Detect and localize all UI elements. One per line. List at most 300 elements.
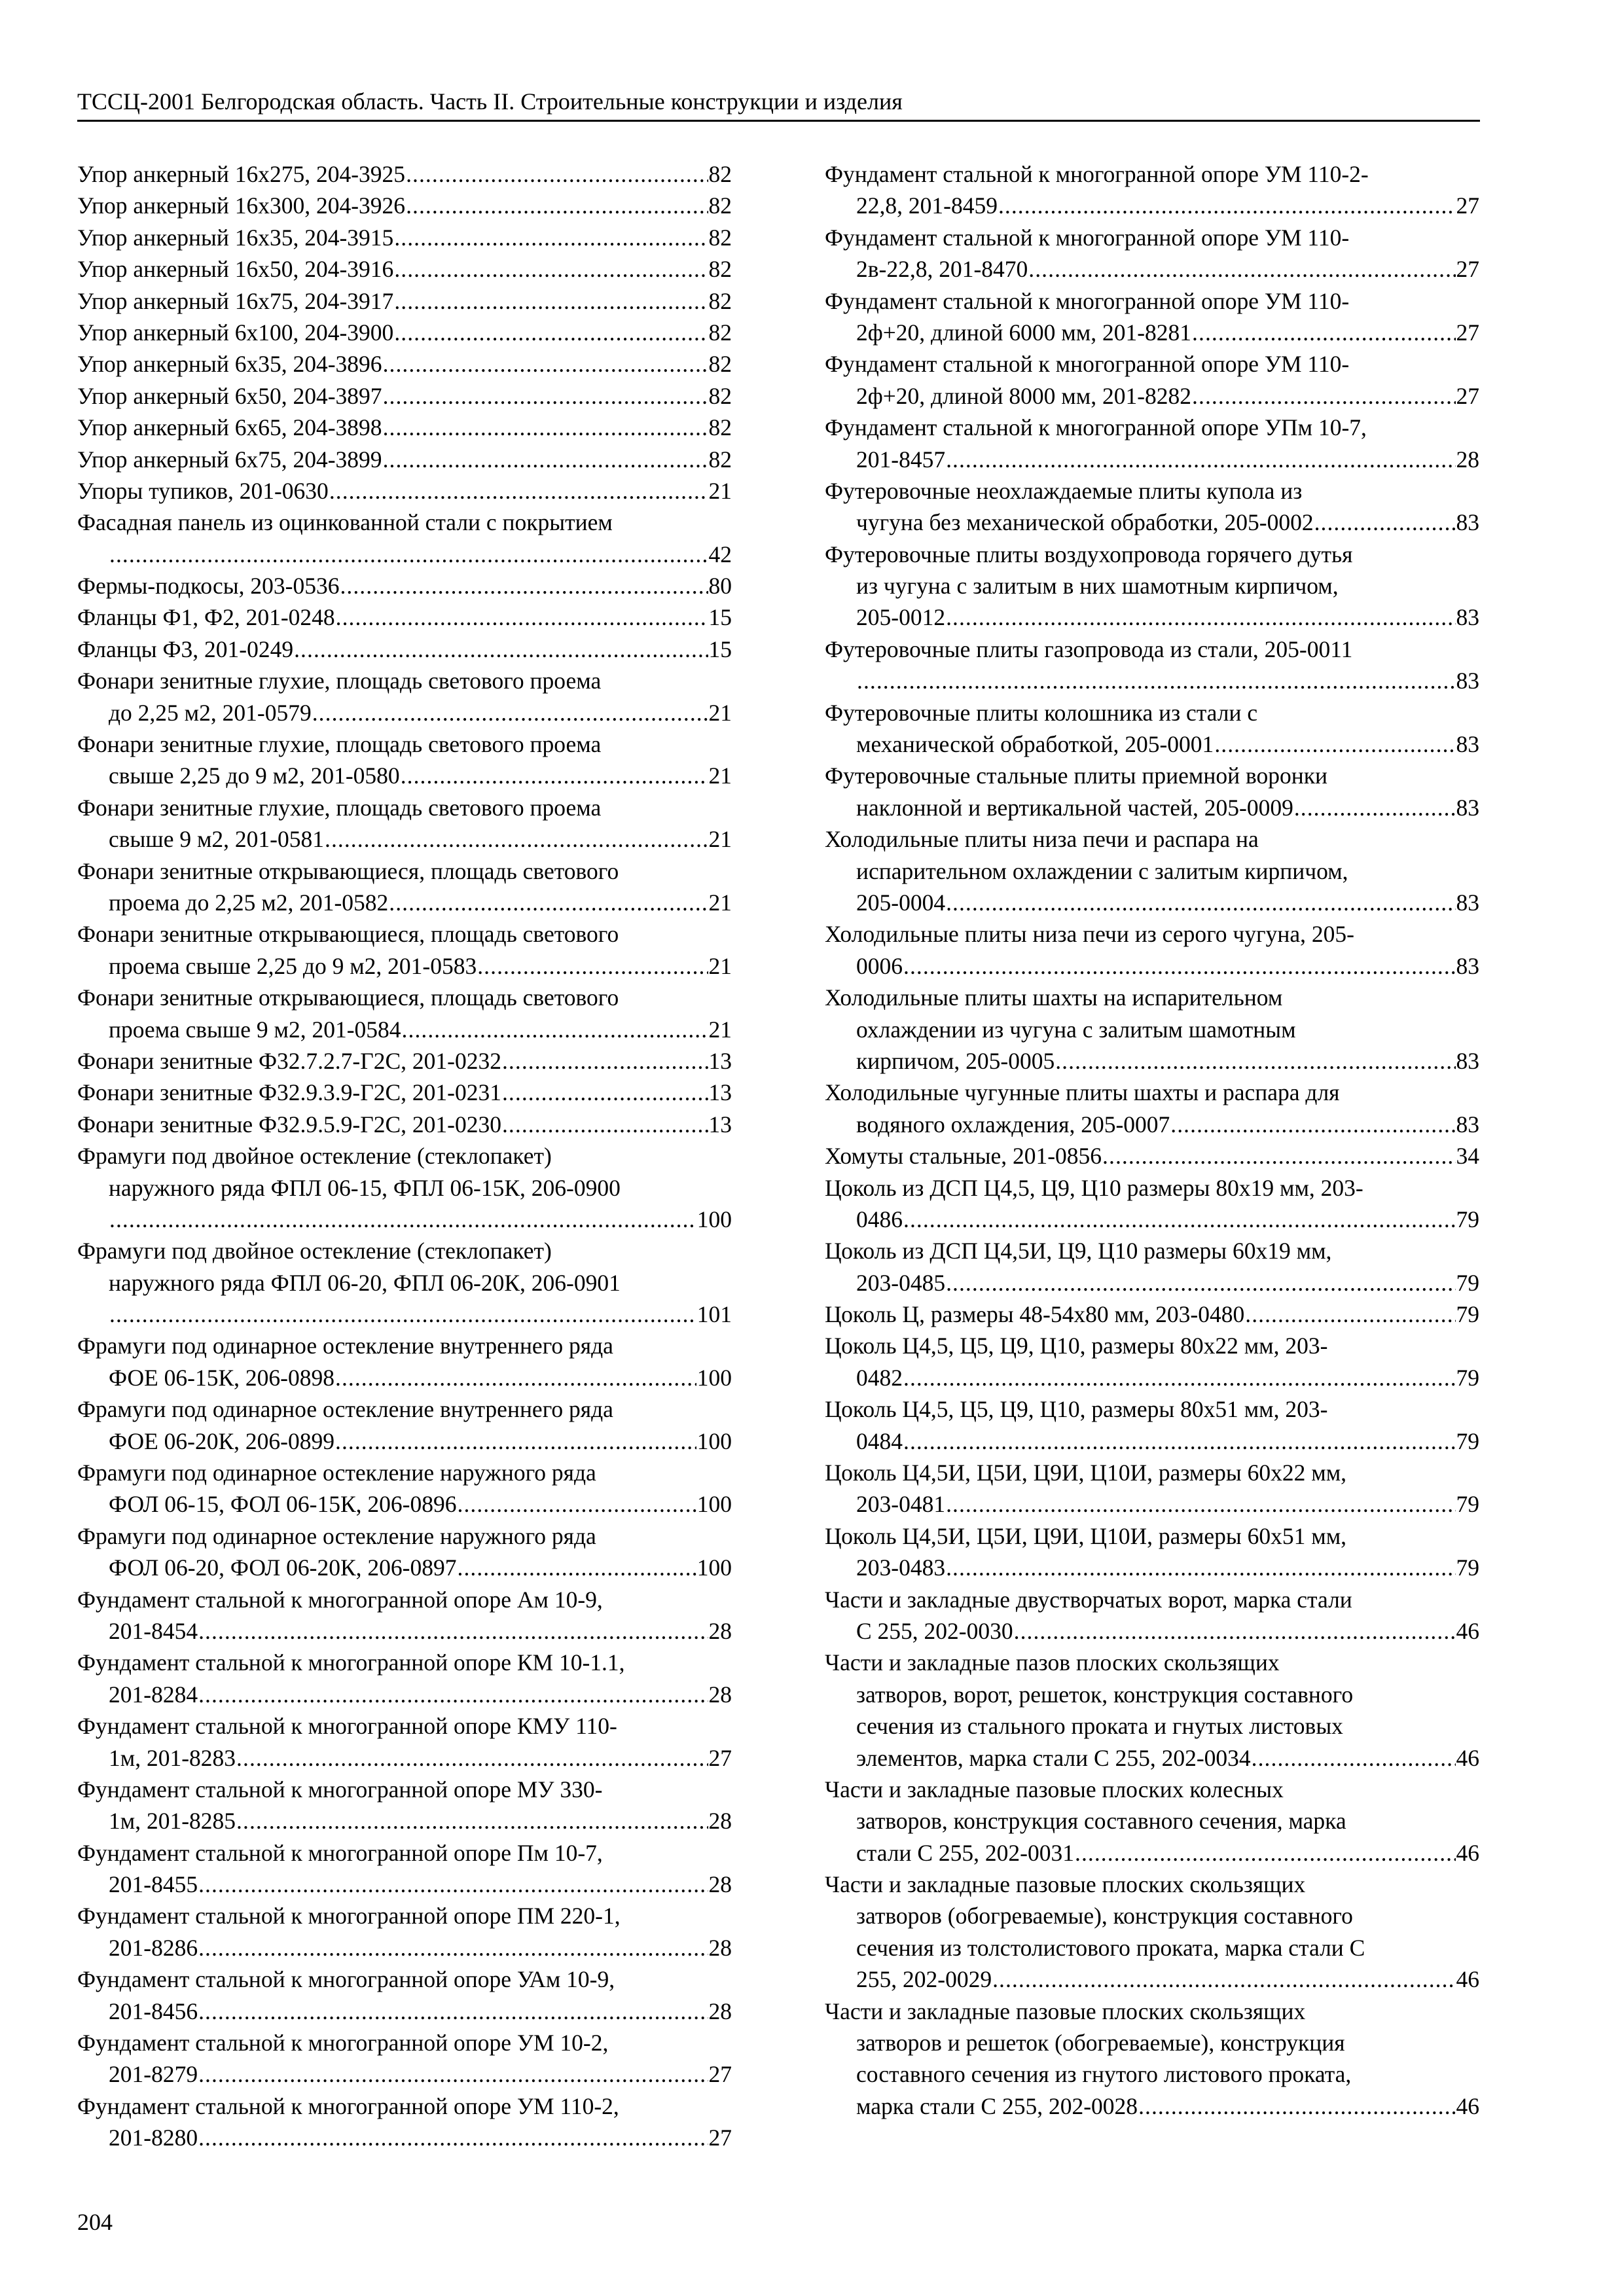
index-entry-page: 46 — [1456, 1744, 1479, 1771]
index-entry-page: 21 — [708, 889, 732, 916]
index-entry-line — [77, 1584, 732, 1615]
index-entry — [77, 190, 732, 221]
dot-leader — [1214, 728, 1455, 760]
index-entry-line — [825, 697, 1479, 728]
index-entry-line — [825, 665, 1479, 696]
index-entry-text: 201-8280 — [109, 2125, 198, 2151]
index-entry — [77, 1235, 732, 1330]
index-column-right — [825, 158, 1479, 2122]
index-entry-line — [825, 728, 1479, 760]
index-entry-text: стали С 255, 202-0031 — [856, 1839, 1074, 1866]
index-entry-line — [77, 285, 732, 317]
index-entry-text: 203-0483 — [856, 1554, 946, 1581]
index-entry-page: 27 — [1456, 382, 1479, 409]
index-entry-text: Фундамент стальной к многогранной опоре МУ 330- — [77, 1776, 603, 1803]
index-entry-text: Фундамент стальной к многогранной опоре УМ 110-2, — [77, 2092, 619, 2119]
dot-leader — [236, 1742, 708, 1774]
index-entry-page: 46 — [1456, 2092, 1479, 2119]
dot-leader — [325, 823, 708, 855]
index-entry — [77, 2090, 732, 2154]
index-entry — [77, 1710, 732, 1774]
index-entry-line — [77, 539, 732, 570]
index-entry-text: Упор анкерный 6х75, 204-3899 — [77, 446, 382, 473]
index-entry-page: 100 — [696, 1491, 732, 1518]
index-entry-line — [825, 1964, 1479, 1995]
index-entry-text: ФОЕ 06-20К, 206-0899 — [109, 1427, 334, 1454]
index-entry-line — [825, 1805, 1479, 1837]
dot-leader — [992, 1964, 1455, 1995]
index-entry-text: сечения из толстолистового проката, марка стали С — [856, 1934, 1365, 1961]
index-entry — [77, 412, 732, 443]
index-entry-page: 42 — [708, 541, 732, 567]
index-entry — [825, 1647, 1479, 1774]
index-entry-line — [825, 1996, 1479, 2027]
index-entry — [825, 1299, 1479, 1330]
index-entry-line — [77, 887, 732, 918]
index-entry-line — [825, 823, 1479, 855]
index-entry — [825, 158, 1479, 222]
index-entry-page: 28 — [708, 1617, 732, 1644]
index-entry-line — [825, 190, 1479, 221]
index-entry-line — [825, 507, 1479, 538]
index-entry — [825, 1235, 1479, 1299]
index-entry — [825, 348, 1479, 412]
index-entry — [77, 1393, 732, 1457]
index-entry-page: 15 — [708, 636, 732, 662]
index-entry-text: Фундамент стальной к многогранной опоре УАм 10-9, — [77, 1966, 615, 1993]
index-entry-text: Упор анкерный 6х50, 204-3897 — [77, 382, 382, 409]
dot-leader — [406, 190, 708, 221]
dot-leader — [198, 1679, 708, 1710]
index-entry-line — [77, 1267, 732, 1299]
index-column-left — [77, 158, 732, 2154]
index-entry-text: затворов (обогреваемые), конструкция составного — [856, 1903, 1353, 1929]
index-entry-text: Холодильные плиты низа печи из серого чугуна, 205- — [825, 921, 1354, 948]
index-entry-text: Упор анкерный 16х35, 204-3915 — [77, 224, 394, 251]
index-entry — [77, 285, 732, 317]
index-entry-page: 100 — [696, 1364, 732, 1391]
index-entry-text: Фундамент стальной к многогранной опоре ПМ 220-1, — [77, 1903, 621, 1929]
dot-leader — [1192, 317, 1455, 348]
index-entry-line — [825, 1204, 1479, 1235]
index-entry-text: Футеровочные плиты воздухопровода горячего дутья — [825, 541, 1353, 567]
index-entry — [825, 760, 1479, 823]
dot-leader — [340, 570, 708, 601]
index-entry-text: Части и закладные пазов плоских скользящих — [825, 1649, 1280, 1676]
index-entry-page: 21 — [708, 477, 732, 504]
index-entry-page: 83 — [1456, 509, 1479, 536]
dot-leader — [198, 2122, 708, 2153]
index-entry-text: Цоколь Ц, размеры 48-54х80 мм, 203-0480 — [825, 1301, 1245, 1328]
dot-leader — [1314, 507, 1456, 538]
index-entry-line — [77, 1964, 732, 1995]
dot-leader — [394, 253, 708, 285]
index-entry-text: наружного ряда ФПЛ 06-20, ФПЛ 06-20К, 206-0901 — [109, 1269, 621, 1296]
index-entry-text: из чугуна с залитым в них шамотным кирпичом, — [856, 573, 1339, 600]
index-entry-text: до 2,25 м2, 201-0579 — [109, 699, 312, 726]
index-entry-line — [825, 855, 1479, 887]
dot-leader — [109, 1204, 696, 1235]
index-entry-line — [825, 1932, 1479, 1964]
index-entry — [825, 1996, 1479, 2123]
index-entry-text: Футеровочные плиты газопровода из стали, 205-0011 — [825, 636, 1353, 662]
dot-leader — [1245, 1299, 1455, 1330]
index-entry — [825, 1077, 1479, 1140]
index-entry-line — [825, 1488, 1479, 1520]
index-entry-line — [825, 1014, 1479, 1045]
dot-leader — [903, 1426, 1456, 1457]
index-entry-text: Фундамент стальной к многогранной опоре УМ 110- — [825, 224, 1350, 251]
index-entry-text: ФОЛ 06-15, ФОЛ 06-15К, 206-0896 — [109, 1491, 457, 1518]
index-entry-text: Части и закладные пазовые плоских скользящих — [825, 1998, 1306, 2024]
index-entry — [77, 665, 732, 728]
dot-leader — [329, 475, 708, 507]
index-entry-line — [825, 1774, 1479, 1805]
dot-leader — [903, 1204, 1456, 1235]
index-entry-text: Фланцы Ф1, Ф2, 201-0248 — [77, 604, 335, 631]
dot-leader — [198, 1996, 708, 2027]
index-entry-text: Цоколь Ц4,5И, Ц5И, Ц9И, Ц10И, размеры 60х51 мм, — [825, 1522, 1347, 1549]
dot-leader — [998, 190, 1456, 221]
index-entry-text: 203-0485 — [856, 1269, 946, 1296]
index-entry-line — [77, 855, 732, 887]
index-entry-text: Фундамент стальной к многогранной опоре КМУ 110- — [77, 1713, 617, 1740]
index-entry-text: Фундамент стальной к многогранной опоре УМ 110- — [825, 287, 1350, 314]
dot-leader — [946, 1267, 1455, 1299]
index-entry-line — [77, 697, 732, 728]
index-entry — [77, 1900, 732, 1964]
index-entry-text: Фундамент стальной к многогранной опоре КМ 10-1.1, — [77, 1649, 625, 1676]
index-entry — [77, 158, 732, 190]
index-entry-line — [77, 158, 732, 190]
index-entry-line — [825, 918, 1479, 950]
dot-leader — [109, 539, 708, 570]
dot-leader — [502, 1109, 708, 1140]
index-entry-line — [825, 1837, 1479, 1869]
index-entry-text: Фундамент стальной к многогранной опоре УМ 110-2- — [825, 161, 1369, 187]
index-entry-text: ФОЛ 06-20, ФОЛ 06-20К, 206-0897 — [109, 1554, 457, 1581]
index-entry-line — [825, 1140, 1479, 1172]
index-entry-line — [77, 1330, 732, 1361]
index-entry — [77, 380, 732, 412]
index-entry-page: 83 — [1456, 668, 1479, 694]
index-entry — [77, 918, 732, 982]
index-entry-page: 28 — [708, 1934, 732, 1961]
index-entry-text: Фонари зенитные Ф32.9.5.9-Г2С, 201-0230 — [77, 1111, 501, 1138]
index-entry-line — [77, 1996, 732, 2027]
index-entry-text: Упор анкерный 6х100, 204-3900 — [77, 319, 394, 346]
index-entry — [77, 1647, 732, 1710]
index-entry-line — [77, 1647, 732, 1678]
index-entry-text: проема свыше 2,25 до 9 м2, 201-0583 — [109, 952, 477, 979]
index-entry-line — [825, 1426, 1479, 1457]
index-entry-line — [77, 792, 732, 823]
index-entry-page: 21 — [708, 762, 732, 789]
index-entry — [825, 1869, 1479, 1996]
index-entry-text: 201-8454 — [109, 1617, 198, 1644]
index-entry-text: Фонари зенитные открывающиеся, площадь светового — [77, 984, 619, 1011]
index-entry — [77, 1140, 732, 1235]
index-entry-text: Футеровочные плиты колошника из стали с — [825, 699, 1258, 726]
index-entry-text: наружного ряда ФПЛ 06-15, ФПЛ 06-15К, 206-0900 — [109, 1174, 621, 1201]
index-entry-text: ФОЕ 06-15К, 206-0898 — [109, 1364, 334, 1391]
index-entry-text: 0006 — [856, 952, 903, 979]
index-entry-text: Части и закладные двустворчатых ворот, марка стали — [825, 1586, 1352, 1613]
index-entry-line — [77, 380, 732, 412]
dot-leader — [406, 158, 708, 190]
index-entry-line — [825, 1045, 1479, 1077]
index-entry — [825, 1140, 1479, 1172]
dot-leader — [394, 285, 708, 317]
index-entry-page: 82 — [708, 224, 732, 251]
index-entry — [77, 1964, 732, 2027]
index-entry — [77, 2027, 732, 2090]
index-entry-page: 83 — [1456, 889, 1479, 916]
index-entry — [77, 222, 732, 253]
index-entry-page: 34 — [1456, 1143, 1479, 1170]
dot-leader — [857, 665, 1456, 696]
index-entry-line — [77, 1426, 732, 1457]
index-entry-text: Фланцы Ф3, 201-0249 — [77, 636, 294, 662]
index-entry — [77, 1584, 732, 1647]
index-entry-page: 100 — [696, 1206, 732, 1232]
index-entry-text: 1м, 201-8285 — [109, 1808, 236, 1835]
dot-leader — [903, 1362, 1456, 1393]
index-entry-page: 27 — [1456, 256, 1479, 283]
index-entry-text: затворов и решеток (обогреваемые), конструкция — [856, 2030, 1345, 2056]
page-number: 204 — [77, 2209, 113, 2235]
index-entry-line — [825, 222, 1479, 253]
dot-leader — [383, 380, 708, 412]
index-entry-text: 0484 — [856, 1427, 903, 1454]
index-entry-text: Фрамуги под одинарное остекление наружного ряда — [77, 1522, 596, 1549]
index-entry — [825, 1774, 1479, 1869]
index-entry-line — [77, 1172, 732, 1204]
index-entry-line — [77, 1140, 732, 1172]
index-entry-line — [77, 1457, 732, 1488]
index-entry-page: 79 — [1456, 1427, 1479, 1454]
index-entry-text: Упоры тупиков, 201-0630 — [77, 477, 329, 504]
index-entry-line — [77, 222, 732, 253]
index-entry-line — [825, 1615, 1479, 1647]
index-entry-page: 27 — [708, 2125, 732, 2151]
index-entry-text: 205-0004 — [856, 889, 946, 916]
index-entry-text: Цоколь Ц4,5И, Ц5И, Ц9И, Ц10И, размеры 60х22 мм, — [825, 1460, 1347, 1486]
index-entry-text: элементов, марка стали С 255, 202-0034 — [856, 1744, 1251, 1771]
index-entry-text: Фундамент стальной к многогранной опоре Ам 10-9, — [77, 1586, 603, 1613]
index-entry-line — [77, 1742, 732, 1774]
index-entry-page: 82 — [708, 287, 732, 314]
index-entry-line — [77, 1109, 732, 1140]
index-entry-text: Цоколь из ДСП Ц4,5, Ц9, Ц10 размеры 80х19 мм, 203- — [825, 1174, 1363, 1201]
index-entry-page: 79 — [1456, 1301, 1479, 1328]
dot-leader — [1170, 1109, 1455, 1140]
index-entry-line — [77, 412, 732, 443]
index-entry-text: охлаждении из чугуна с залитым шамотным — [856, 1016, 1296, 1043]
index-entry-page: 28 — [1456, 446, 1479, 473]
index-entry-line — [77, 1362, 732, 1393]
index-entry-line — [77, 918, 732, 950]
dot-leader — [236, 1805, 708, 1837]
index-entry-text: 2ф+20, длиной 6000 мм, 201-8281 — [856, 319, 1192, 346]
dot-leader — [946, 887, 1455, 918]
index-entry-text: 201-8457 — [856, 446, 946, 473]
index-entry-line — [77, 1679, 732, 1710]
index-entry-line — [825, 2027, 1479, 2058]
index-entry-page: 13 — [708, 1111, 732, 1138]
index-entry — [77, 348, 732, 380]
index-entry-line — [77, 1235, 732, 1266]
index-entry-text: Упор анкерный 16х50, 204-3916 — [77, 256, 394, 283]
dot-leader — [198, 1615, 708, 1647]
index-entry-line — [825, 887, 1479, 918]
index-entry-text: Фонари зенитные глухие, площадь светового проема — [77, 668, 602, 694]
dot-leader — [335, 1362, 696, 1393]
index-entry-text: Фрамуги под одинарное остекление наружного ряда — [77, 1460, 596, 1486]
index-entry — [77, 1045, 732, 1077]
index-entry-line — [77, 475, 732, 507]
index-entry-line — [825, 792, 1479, 823]
index-entry — [825, 634, 1479, 697]
index-entry-line — [77, 634, 732, 665]
index-entry-text: Фрамуги под двойное остекление (стеклопакет) — [77, 1143, 552, 1170]
index-entry-line — [825, 1457, 1479, 1488]
index-entry-line — [77, 823, 732, 855]
index-entry — [77, 317, 732, 348]
index-entry-text: проема до 2,25 м2, 201-0582 — [109, 889, 389, 916]
index-entry-line — [825, 539, 1479, 570]
index-entry-text: Упор анкерный 16х300, 204-3926 — [77, 192, 406, 219]
index-entry-text: Холодильные чугунные плиты шахты и распара для — [825, 1079, 1340, 1106]
index-entry-line — [825, 380, 1479, 412]
index-entry — [77, 855, 732, 919]
index-entry-page: 27 — [1456, 192, 1479, 219]
index-entry-page: 21 — [708, 826, 732, 853]
index-entry-text: затворов, ворот, решеток, конструкция составного — [856, 1681, 1354, 1708]
index-entry-text: 201-8284 — [109, 1681, 198, 1708]
index-entry — [825, 1457, 1479, 1520]
dot-leader — [1055, 1045, 1455, 1077]
index-entry-text: Фундамент стальной к многогранной опоре УМ 110- — [825, 351, 1350, 378]
dot-leader — [294, 634, 708, 665]
index-entry-line — [825, 1299, 1479, 1330]
index-entry-page: 82 — [708, 319, 732, 346]
index-entry-text: 255, 202-0029 — [856, 1966, 992, 1993]
index-entry-text: составного сечения из гнутого листового проката, — [856, 2061, 1352, 2088]
index-entry-page: 21 — [708, 699, 732, 726]
index-entry-line — [825, 2090, 1479, 2122]
dot-leader — [1138, 2090, 1455, 2122]
dot-leader — [1028, 253, 1455, 285]
index-entry-line — [825, 1679, 1479, 1710]
index-entry-line — [77, 1393, 732, 1425]
index-entry — [77, 475, 732, 507]
index-entry-text: затворов, конструкция составного сечения, марка — [856, 1808, 1346, 1835]
dot-leader — [458, 1552, 696, 1583]
dot-leader — [946, 1488, 1455, 1520]
index-entry-page: 79 — [1456, 1554, 1479, 1581]
index-entry-text: Упор анкерный 16х75, 204-3917 — [77, 287, 394, 314]
index-entry-line — [77, 1014, 732, 1045]
index-entry — [77, 982, 732, 1045]
index-entry — [825, 475, 1479, 539]
dot-leader — [198, 1869, 708, 1900]
index-entry-page: 13 — [708, 1047, 732, 1074]
dot-leader — [458, 1488, 696, 1520]
index-entry-text: Фонари зенитные Ф32.9.3.9-Г2С, 201-0231 — [77, 1079, 501, 1106]
index-entry-line — [825, 412, 1479, 443]
index-entry-line — [825, 317, 1479, 348]
index-entry-text: Футеровочные неохлаждаемые плиты купола из — [825, 477, 1303, 504]
index-entry-line — [825, 1520, 1479, 1552]
index-entry-page: 15 — [708, 604, 732, 631]
index-entry — [77, 1837, 732, 1901]
index-entry-text: 201-8455 — [109, 1871, 198, 1898]
index-entry-text: Цоколь Ц4,5, Ц5, Ц9, Ц10, размеры 80х51 мм, 203- — [825, 1396, 1328, 1423]
index-entry-page: 82 — [708, 161, 732, 187]
index-entry-text: Части и закладные пазовые плоских колесных — [825, 1776, 1284, 1803]
dot-leader — [1102, 1140, 1455, 1172]
index-entry-line — [825, 1900, 1479, 1931]
index-entry-text: Фонари зенитные открывающиеся, площадь светового — [77, 857, 619, 884]
index-entry — [825, 285, 1479, 349]
index-entry — [77, 444, 732, 475]
index-entry-page: 28 — [708, 1681, 732, 1708]
dot-leader — [1294, 792, 1456, 823]
index-entry — [825, 982, 1479, 1077]
index-entry-page: 21 — [708, 952, 732, 979]
index-entry-line — [77, 1932, 732, 1964]
index-entry-line — [825, 158, 1479, 190]
index-entry-text: Фонари зенитные глухие, площадь светового проема — [77, 794, 602, 821]
index-entry-line — [825, 1077, 1479, 1108]
index-entry — [77, 1330, 732, 1393]
index-entry-line — [825, 475, 1479, 507]
index-entry-line — [825, 1710, 1479, 1742]
index-entry-line — [825, 1362, 1479, 1393]
index-entry-page: 100 — [696, 1554, 732, 1581]
index-entry-text: 2в-22,8, 201-8470 — [856, 256, 1028, 283]
index-entry-text: С 255, 202-0030 — [856, 1617, 1013, 1644]
index-entry-text: Фундамент стальной к многогранной опоре Пм 10-7, — [77, 1839, 603, 1866]
index-entry-page: 27 — [708, 2061, 732, 2088]
index-entry — [825, 222, 1479, 285]
dot-leader — [312, 697, 708, 728]
index-entry-page: 13 — [708, 1079, 732, 1106]
dot-leader — [383, 444, 708, 475]
index-entry-text: Упор анкерный 6х65, 204-3898 — [77, 414, 382, 441]
index-entry-line — [825, 1235, 1479, 1266]
index-entry — [77, 1774, 732, 1837]
index-entry-page: 79 — [1456, 1269, 1479, 1296]
index-entry-page: 79 — [1456, 1491, 1479, 1518]
index-entry-page: 82 — [708, 192, 732, 219]
index-entry-text: механической обработкой, 205-0001 — [856, 731, 1214, 758]
dot-leader — [109, 1299, 696, 1330]
index-entry-page: 82 — [708, 256, 732, 283]
index-entry-text: кирпичом, 205-0005 — [856, 1047, 1055, 1074]
index-entry-page: 46 — [1456, 1966, 1479, 1993]
index-entry-text: Фонари зенитные глухие, площадь светового проема — [77, 731, 602, 758]
index-entry-line — [825, 1393, 1479, 1425]
index-entry-text: 2ф+20, длиной 8000 мм, 201-8282 — [856, 382, 1192, 409]
index-entry — [77, 1077, 732, 1108]
index-entry-line — [77, 728, 732, 760]
index-entry-line — [825, 1109, 1479, 1140]
index-entry-line — [77, 1774, 732, 1805]
index-entry — [77, 253, 732, 285]
index-entry-text: Фрамуги под одинарное остекление внутреннего ряда — [77, 1333, 613, 1359]
